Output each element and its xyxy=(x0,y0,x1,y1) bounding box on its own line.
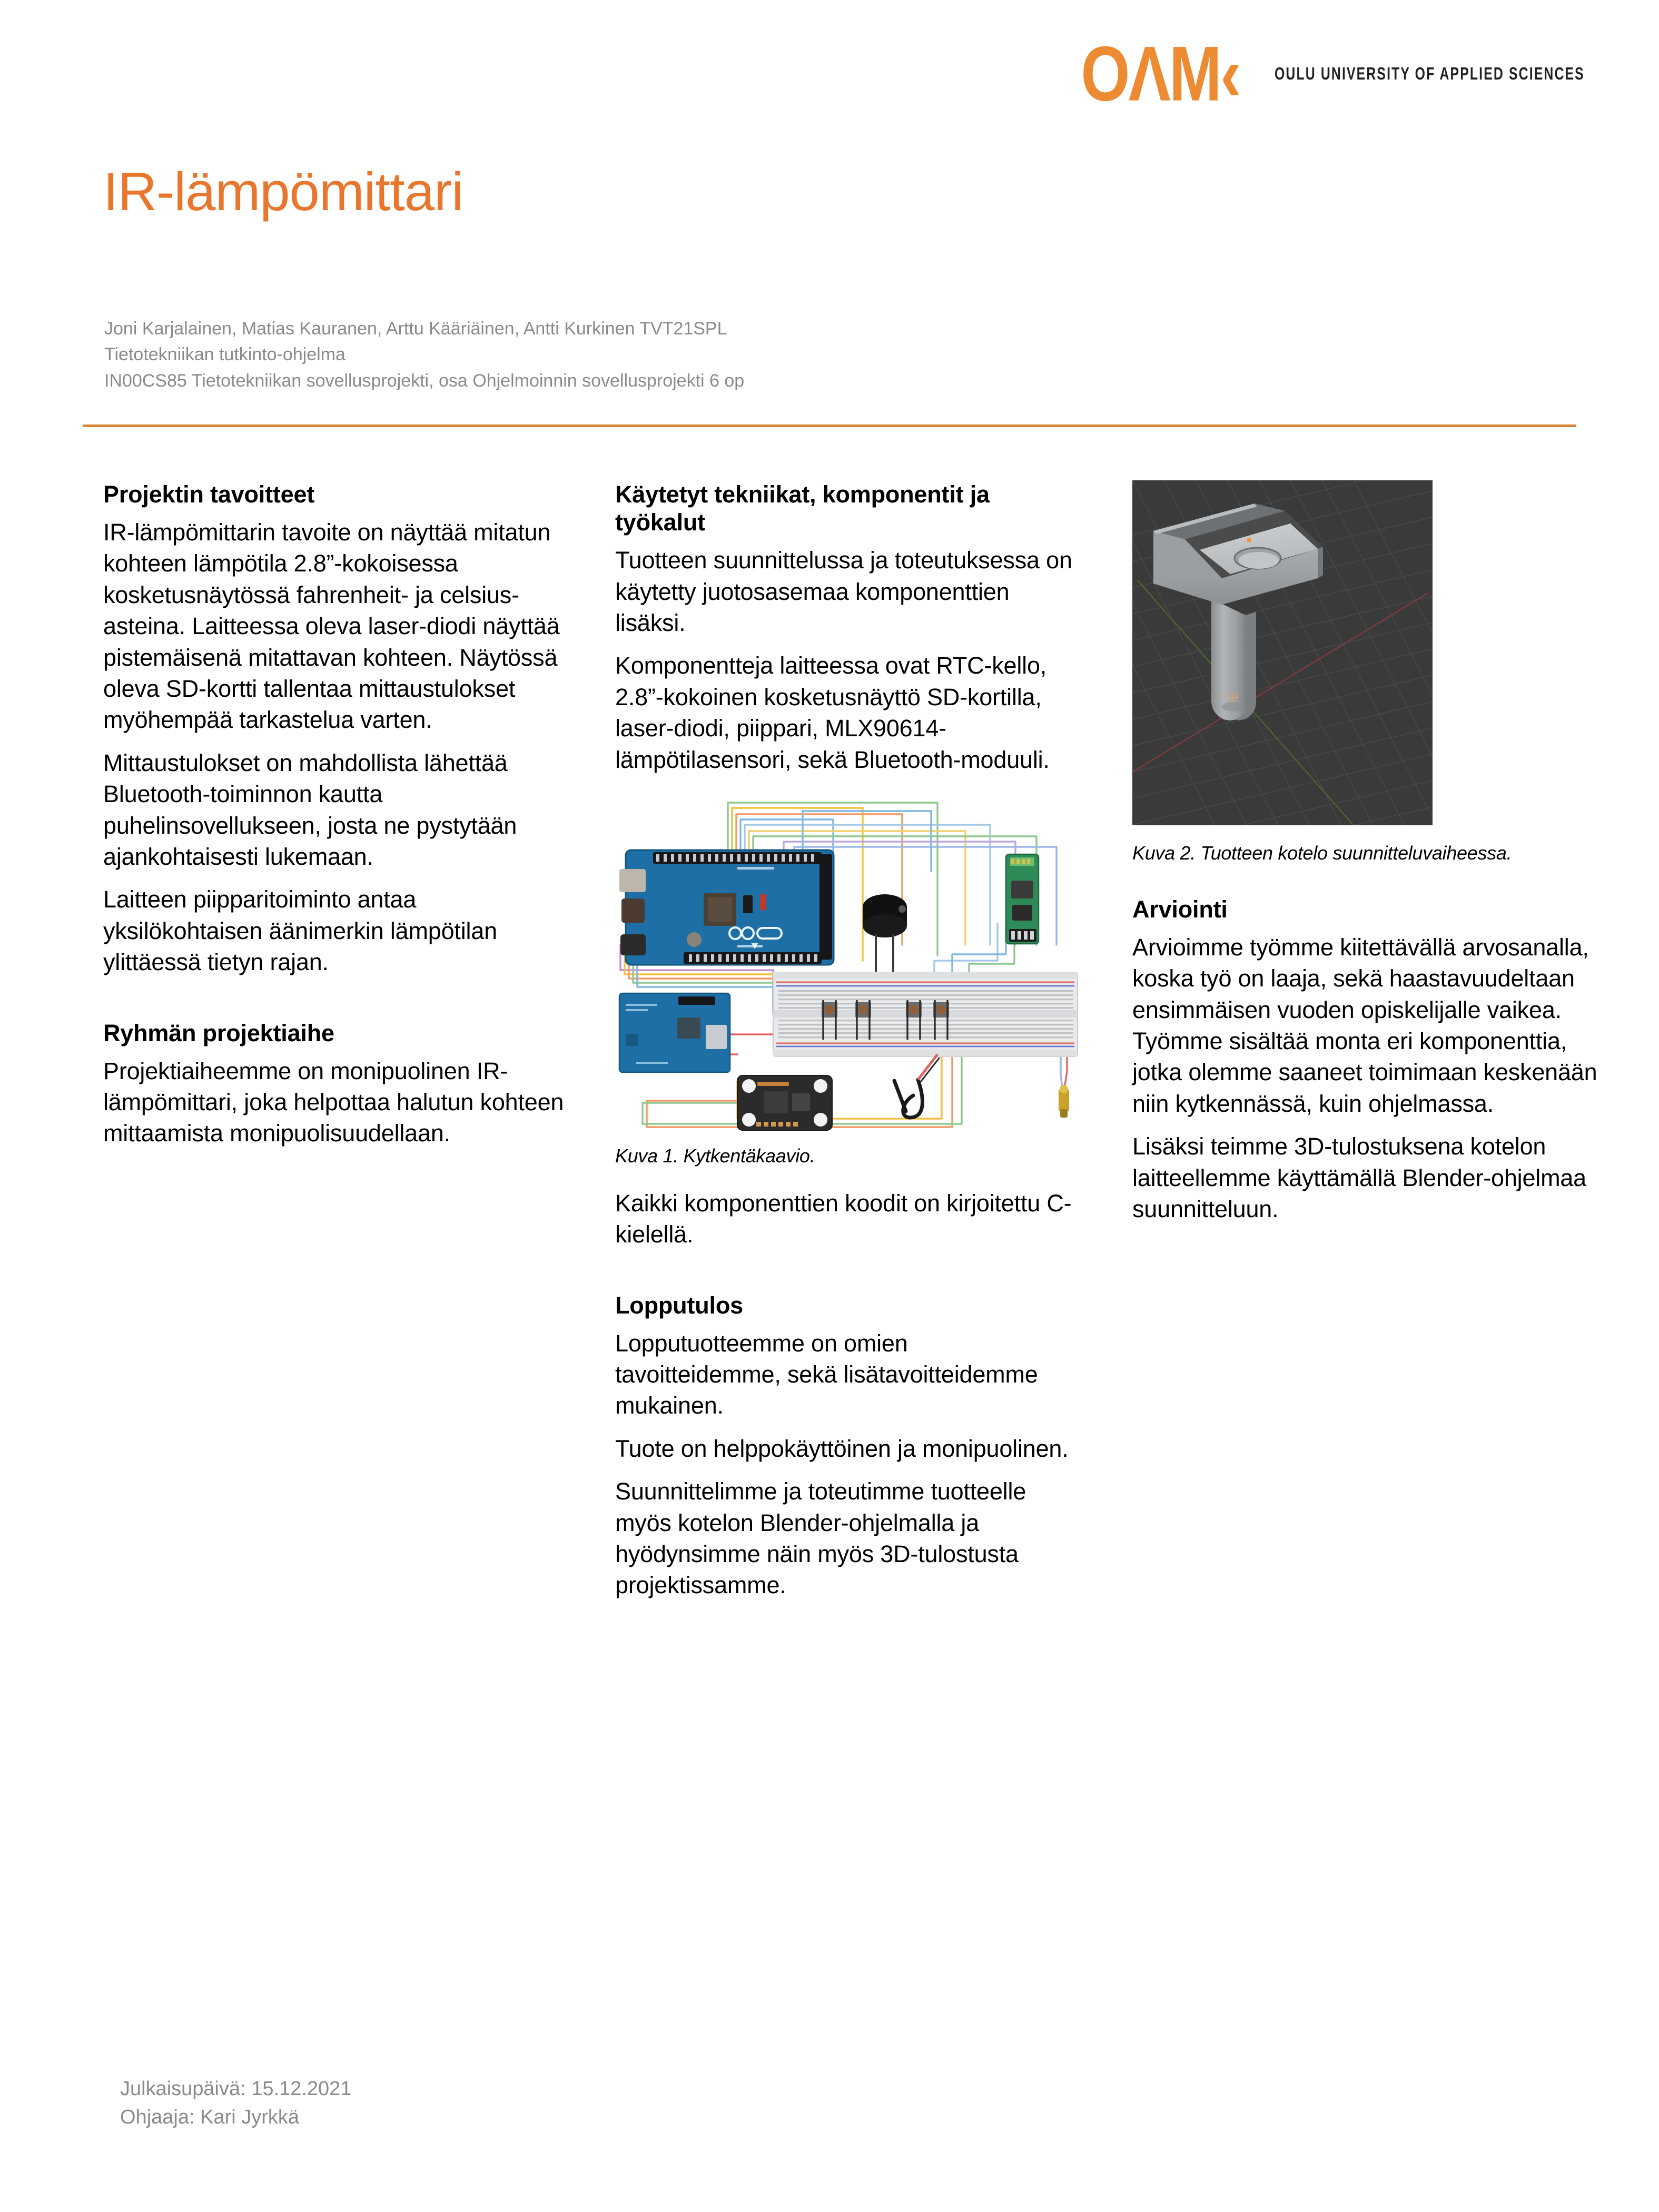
figure-1-wiring-diagram xyxy=(615,787,1079,1134)
figure-2-blender-render xyxy=(1132,480,1433,825)
figure-1-caption: Kuva 1. Kytkentäkaavio. xyxy=(615,1144,815,1167)
footer-supervisor: Ohjaaja: Kari Jyrkkä xyxy=(120,2106,300,2128)
page-title: IR-lämpömittari xyxy=(103,161,463,222)
oamk-logo-subtitle: OULU UNIVERSITY OF APPLIED SCIENCES xyxy=(1274,64,1585,84)
breadboard-icon xyxy=(773,972,1078,1056)
heading-projektin-tavoitteet: Projektin tavoitteet xyxy=(103,481,315,508)
header-divider xyxy=(83,424,1576,427)
paragraph-tekniikat-1: Tuotteen suunnittelussa ja toteutuksessa on käytetty juotosasemaa komponenttien lisäksi. xyxy=(615,547,1072,636)
byline-authors: Joni Karjalainen, Matias Kauranen, Arttu Kääriäinen, Antti Kurkinen TVT21SPL xyxy=(104,319,727,339)
byline-programme: Tietotekniikan tutkinto-ohjelma xyxy=(104,344,345,365)
column-one xyxy=(103,480,567,1149)
laser-diode-icon xyxy=(1059,1085,1069,1118)
byline xyxy=(104,316,744,394)
column-two xyxy=(615,480,1079,1601)
spacer xyxy=(615,1262,1079,1291)
spacer xyxy=(103,990,567,1019)
sensor-board-icon xyxy=(737,1075,832,1130)
footer xyxy=(120,2075,351,2132)
paragraph-lopputulos-2: Tuote on helppokäyttöinen ja monipuolinen. xyxy=(615,1435,1069,1462)
paragraph-arviointi-1: Arvioimme työmme kiitettävällä arvosanalla, koska työ on laaja, sekä haastavuudeltaan ensimmäisen vuoden opiskelijalle vaikea. Työmme sisältää monta eri komponenttia, jotka olemme saaneet toimimaan keskenään niin kytkennässä, kuin ohjelmassa. xyxy=(1132,933,1597,1117)
heading-kaytetyt-tekniikat: Käytetyt tekniikat, komponentit ja työkalut xyxy=(615,481,990,536)
oamk-wordmark-icon: OΛM‹ xyxy=(1080,31,1240,117)
model-grip xyxy=(1211,599,1256,720)
heading-arviointi: Arviointi xyxy=(1132,895,1228,923)
spacer xyxy=(1132,866,1606,895)
paragraph-lopputulos-1: Lopputuotteemme on omien tavoitteidemme, sekä lisätavoitteidemme mukainen. xyxy=(615,1329,1038,1419)
tft-shield-icon xyxy=(619,993,730,1072)
bluetooth-module-icon xyxy=(1006,854,1039,944)
blender-viewport-icon xyxy=(1132,480,1433,825)
arduino-mega-icon xyxy=(619,850,834,965)
heading-lopputulos: Lopputulos xyxy=(615,1291,743,1319)
oamk-logo xyxy=(1078,31,1612,117)
spacer xyxy=(615,1169,1079,1188)
byline-course: IN00CS85 Tietotekniikan sovellusprojekti, osa Ohjelmoinnin sovellusprojekti 6 op xyxy=(104,370,745,391)
paragraph-tekniikat-2: Komponentteja laitteessa ovat RTC-kello, 2.8”-kokoinen kosketusnäyttö SD-kortilla, laser-diodi, piippari, MLX90614-lämpötilasensori, sekä Bluetooth-moduuli. xyxy=(615,652,1050,773)
column-three xyxy=(1132,480,1606,1224)
paragraph-projektiaihe-1: Projektiaiheemme on monipuolinen IR-lämpömittari, joka helpottaa halutun kohteen mittaamista monipuolisuudellaan. xyxy=(103,1057,564,1147)
paragraph-tavoitteet-1: IR-lämpömittarin tavoite on näyttää mitatun kohteen lämpötila 2.8”-kokoisessa kosketusnäytössä fahrenheit- ja celsius-asteina. Laitteessa oleva laser-diodi näyttää pistemäisenä mitattavan kohteen. Näytössä oleva SD-kortti tallentaa mittaustulokset myöhempää tarkastelua varten. xyxy=(103,519,560,734)
paragraph-tekniikat-3: Kaikki komponenttien koodit on kirjoitettu C-kielellä. xyxy=(615,1189,1072,1248)
heading-ryhman-projektiaihe: Ryhmän projektiaihe xyxy=(103,1019,334,1046)
wiring-diagram-icon xyxy=(615,787,1079,1134)
paragraph-tavoitteet-2: Mittaustulokset on mahdollista lähettää Bluetooth-toiminnon kautta puhelinsovellukseen, josta ne pystytään ajankohtaisesti lukemaan. xyxy=(103,749,517,870)
paragraph-tavoitteet-3: Laitteen piipparitoiminto antaa yksilökohtaisen äänimerkin lämpötilan ylittäessä tietyn rajan. xyxy=(103,886,497,976)
paragraph-arviointi-2: Lisäksi teimme 3D-tulostuksena kotelon laitteellemme käyttämällä Blender-ohjelmaa suunnitteluun. xyxy=(1132,1133,1587,1223)
paragraph-lopputulos-3: Suunnittelimme ja toteutimme tuotteelle myös kotelon Blender-ohjelmalla ja hyödynsimme näin myös 3D-tulostusta projektissamme. xyxy=(615,1478,1026,1599)
footer-publish-date: Julkaisupäivä: 15.12.2021 xyxy=(120,2078,352,2100)
figure-2-caption: Kuva 2. Tuotteen kotelo suunnitteluvaiheessa. xyxy=(1132,842,1512,864)
